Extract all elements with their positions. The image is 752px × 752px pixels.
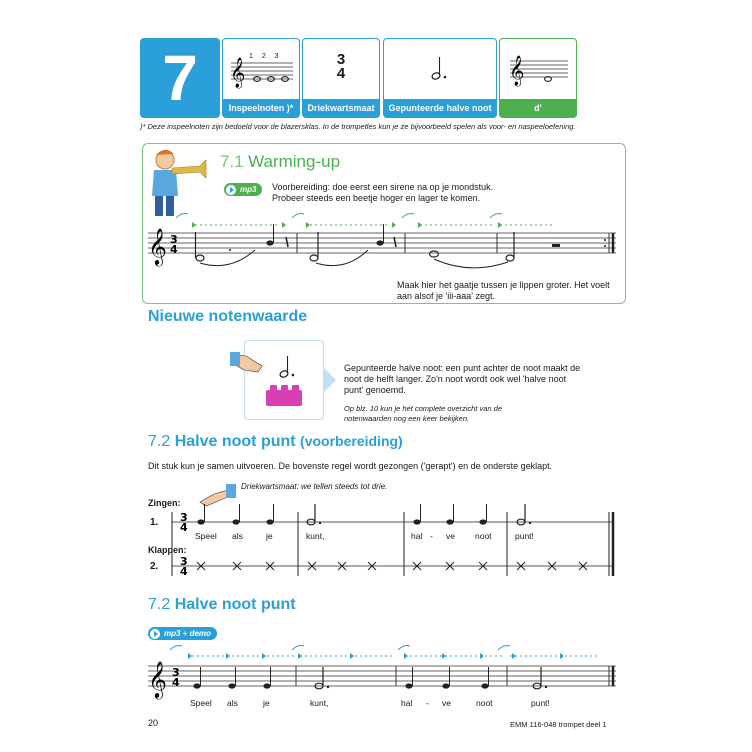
new-value-text-3: punt' genoemd. [344, 385, 406, 395]
prep-lyric: je [266, 531, 273, 541]
prep-lyric: kunt, [306, 531, 325, 541]
piece-lyric: Speel [190, 698, 212, 708]
prep-subtitle: (voorbereiding) [300, 433, 403, 449]
piece-number: 7.2 [148, 596, 171, 613]
dotted-half-label: Gepunteerde halve noot [384, 99, 496, 117]
book-code: EMM 116-048 trompet deel 1 [510, 720, 607, 729]
warmup-note-1: Maak hier het gaatje tussen je lippen groter. Het voelt [397, 280, 610, 290]
piece-lyric: noot [476, 698, 493, 708]
meter-bottom: 4 [336, 65, 346, 82]
piece-lyric: als [227, 698, 238, 708]
new-note-label: d' [500, 99, 576, 117]
warmup-notes-numbers: 1 2 3 [249, 53, 279, 60]
new-value-ref-2: notenwaarden nog een keer bekijken. [344, 414, 470, 423]
piece-lyric: hal [401, 698, 413, 708]
prep-lyric: punt! [515, 531, 534, 541]
prep-lyric: - [430, 531, 433, 541]
svg-text:3: 3 [180, 555, 188, 568]
warmup-mp3-label: mp3 [240, 185, 257, 194]
page-number: 20 [148, 718, 159, 728]
svg-text:4: 4 [172, 676, 180, 689]
svg-text:4: 4 [170, 243, 178, 256]
clap-label: Klappen: [148, 545, 187, 555]
meter-label: Driekwartsmaat [303, 99, 379, 117]
piece-lyric: - [426, 698, 429, 708]
line-2-number: 2. [150, 561, 159, 572]
new-value-text-1: Gepunteerde halve noot: een punt achter de noot maakt de [344, 363, 581, 373]
piece-title: Halve noot punt [174, 596, 296, 613]
svg-text:3: 3 [172, 666, 180, 679]
piece-lyric: punt! [531, 698, 550, 708]
svg-text:3: 3 [180, 511, 188, 524]
svg-text:𝄞: 𝄞 [230, 58, 246, 88]
prep-lyric: Speel [195, 531, 217, 541]
prep-lyric: noot [475, 531, 492, 541]
warmup-text-2: Probeer steeds een beetje hoger en lager te komen. [272, 193, 481, 203]
svg-text:4: 4 [180, 565, 188, 578]
svg-text:𝄞: 𝄞 [148, 227, 167, 265]
svg-text:𝄞: 𝄞 [509, 56, 525, 86]
piece-mp3-label: mp3 + demo [164, 629, 211, 638]
warmup-notes-label: Inspeelnoten )* [223, 99, 299, 117]
line-1-number: 1. [150, 517, 159, 528]
prep-lyric: als [232, 531, 243, 541]
new-value-ref-1: Op blz. 10 kun je het complete overzicht van de [344, 404, 503, 413]
lesson-number: 7 [140, 38, 220, 118]
piece-lyric: kunt, [310, 698, 329, 708]
warmup-text-1: Voorbereiding: doe eerst een sirene na op je mondstuk. [272, 182, 494, 192]
prep-lyric: hal [411, 531, 423, 541]
svg-text:3: 3 [170, 233, 178, 246]
warmup-note-2: aan alsof je 'iii-aaa' zegt. [397, 291, 495, 301]
svg-text:𝄞: 𝄞 [148, 660, 167, 698]
prep-number: 7.2 [148, 433, 171, 450]
prep-lyric: ve [446, 531, 455, 541]
prep-hint: Driekwartsmaat: we tellen steeds tot drie. [241, 482, 388, 491]
warmup-number: 7.1 [220, 152, 244, 171]
new-value-heading: Nieuwe notenwaarde [148, 308, 308, 325]
piece-lyric: je [263, 698, 270, 708]
warmup-title: Warming-up [248, 152, 341, 171]
new-value-text-2: noot de helft langer. Zo'n noot wordt ook wel 'halve noot [344, 374, 567, 384]
sing-label: Zingen: [148, 498, 181, 508]
svg-text:4: 4 [180, 521, 188, 534]
meter-top: 3 [336, 51, 346, 68]
footnote: )* Deze inspeelnoten zijn bedoeld voor de blazersklas. In de trompetles kun je ze bijvoorbeeld spelen als voor- en naspeeloefening. [140, 122, 576, 131]
prep-title: Halve noot punt [174, 433, 296, 450]
piece-lyric: ve [442, 698, 451, 708]
prep-intro: Dit stuk kun je samen uitvoeren. De bovenste regel wordt gezongen ('gerapt') en de onderste geklapt. [148, 461, 553, 471]
